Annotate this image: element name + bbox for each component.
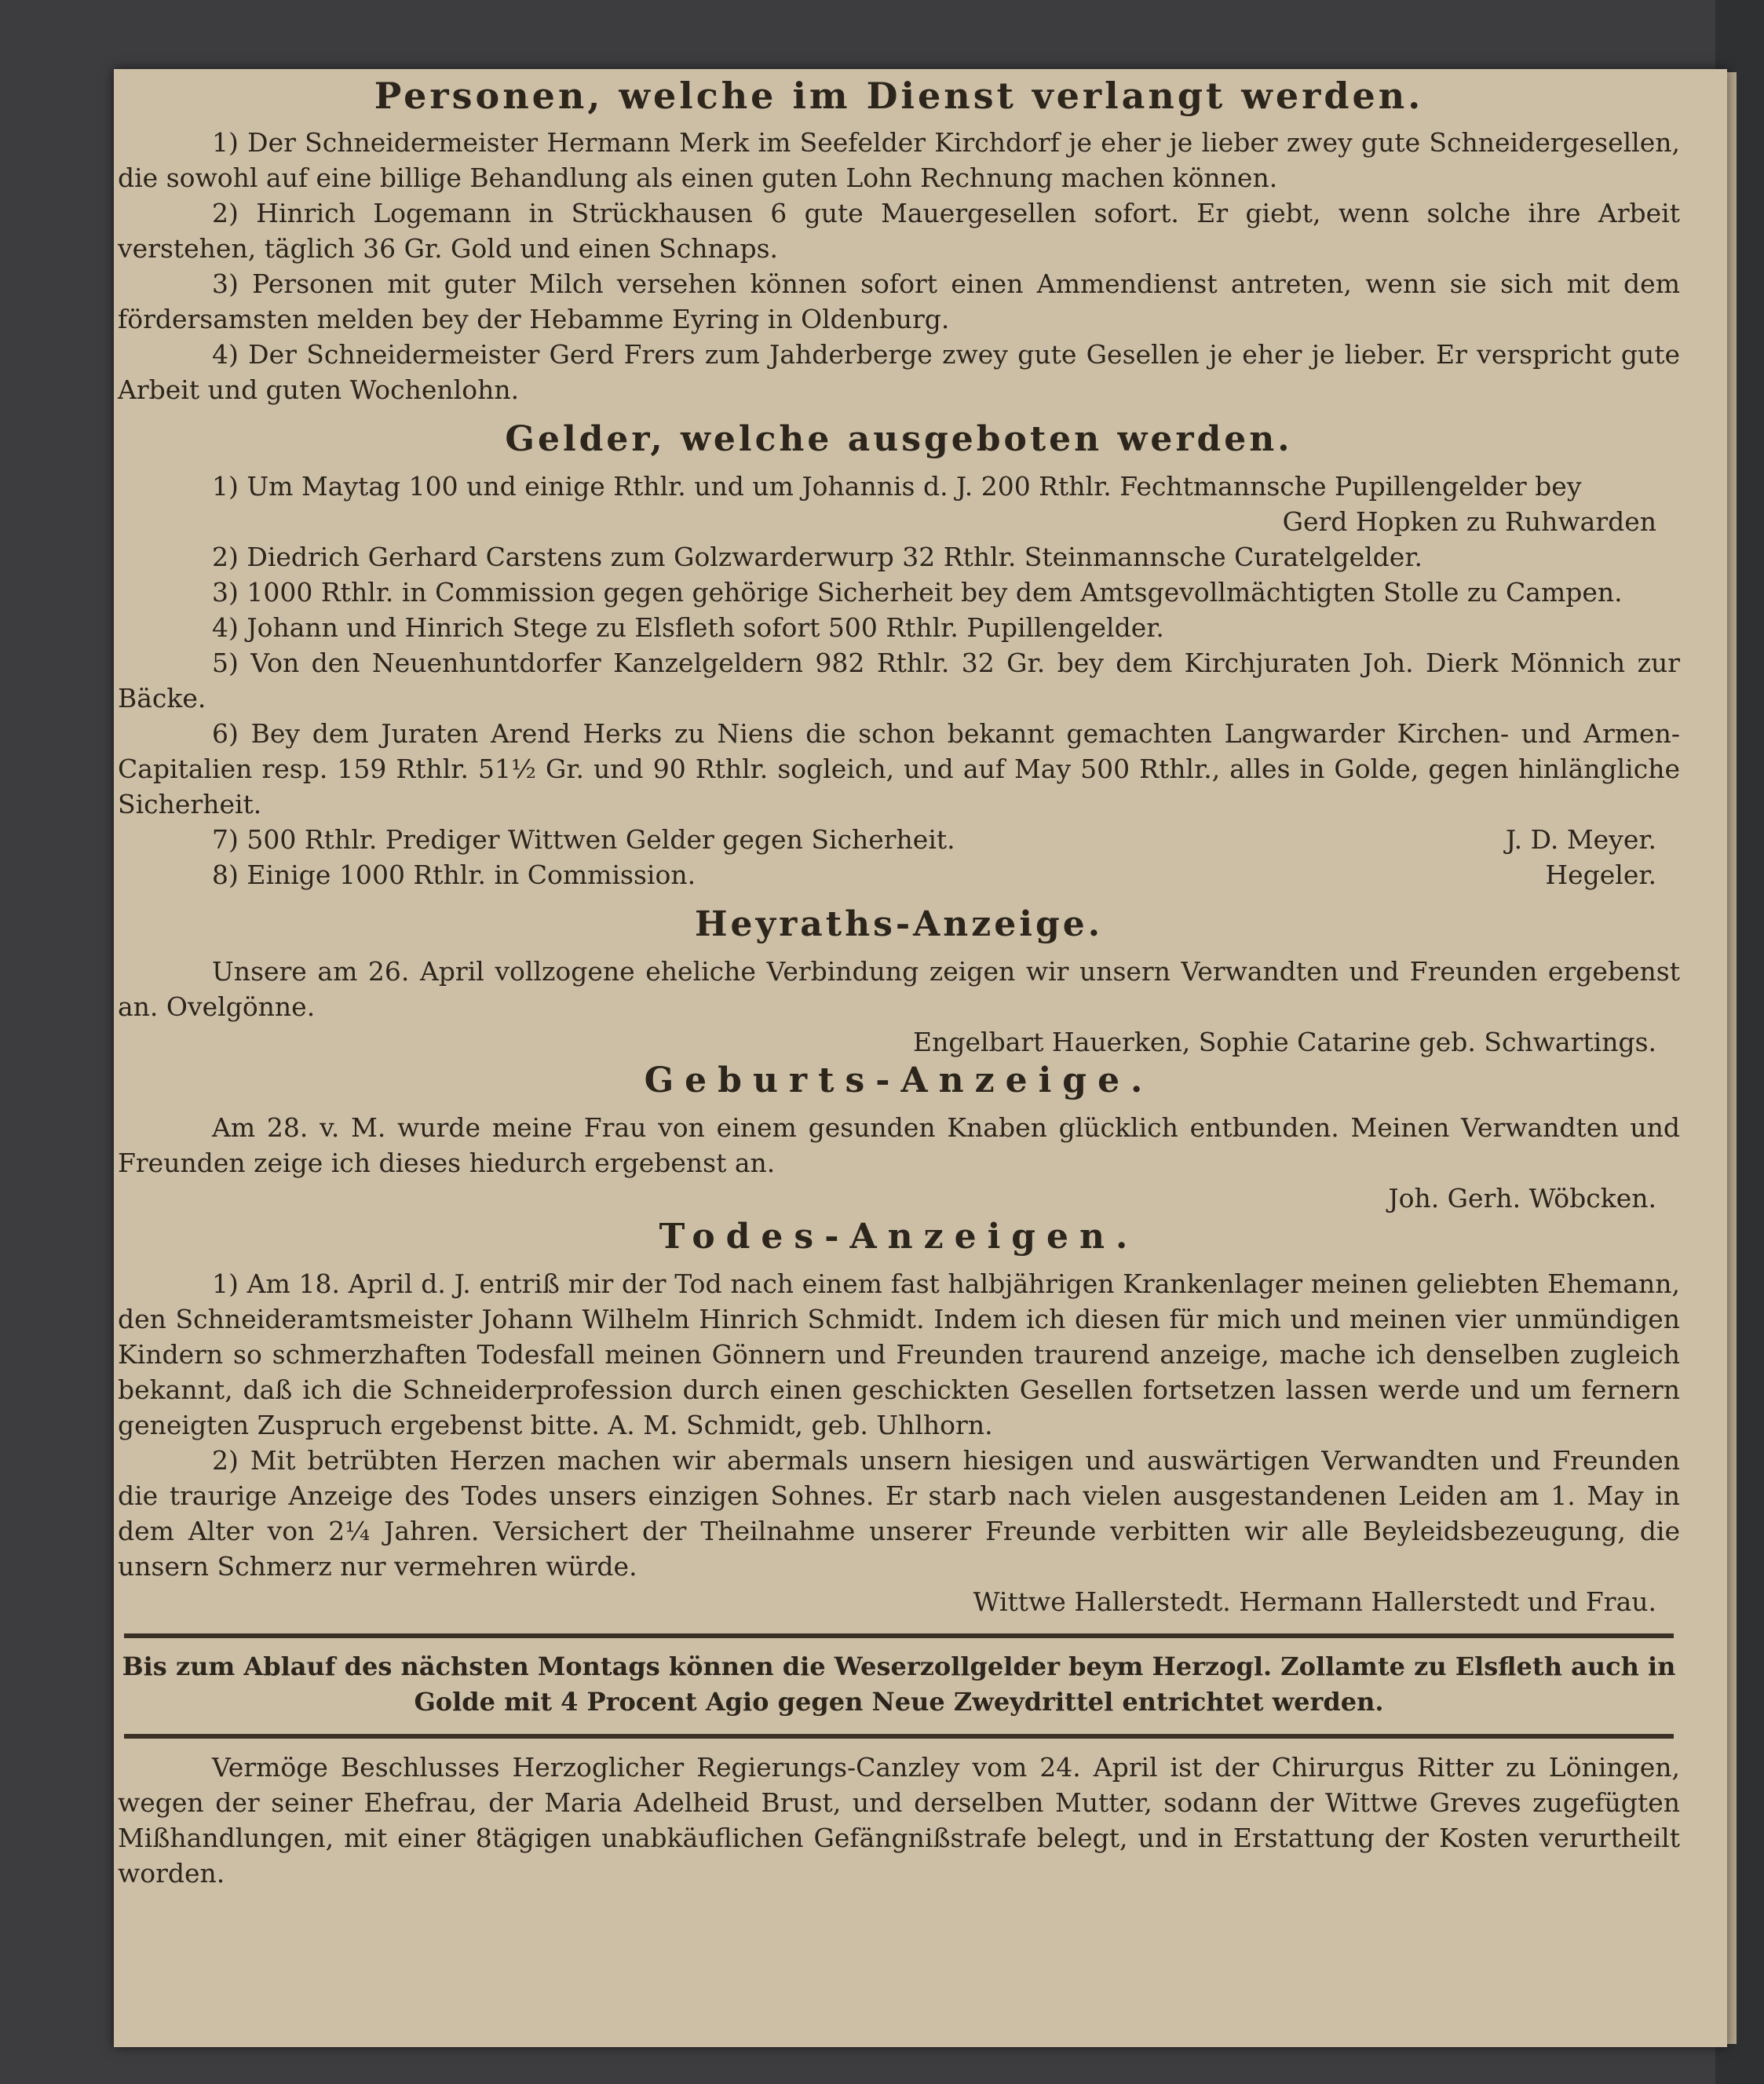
page-content [118, 75, 1680, 1891]
gelder-item-row [118, 857, 1680, 892]
heading-gelder: Gelder, welche ausgeboten werden. [505, 419, 1293, 459]
gelder-item: 7) 500 Rthlr. Prediger Wittwen Gelder gegen Sicherheit. [212, 824, 955, 855]
gelder-item: 8) Einige 1000 Rthlr. in Commission. [212, 860, 696, 890]
divider-rule [124, 1633, 1674, 1638]
gelder-item: 1) Um Maytag 100 und einige Rthlr. und um Johannis d. J. 200 Rthlr. Fechtmannsche Pupillengelder bey [212, 471, 1582, 502]
heading-todes: Todes-Anzeigen. [659, 1217, 1139, 1257]
heading-geburt: Geburts-Anzeige. [644, 1060, 1154, 1100]
gelder-item: 3) 1000 Rthlr. in Commission gegen gehörige Sicherheit bey dem Amtsgevollmächtigten Stolle zu Campen. [212, 577, 1623, 608]
gelder-item: 5) Von den Neuenhuntdorfer Kanzelgeldern 982 Rthlr. 32 Gr. bey dem Kirchjuraten Joh. Dierk Mönnich zur Bäcke. [118, 648, 1680, 714]
personen-item: 3) Personen mit guter Milch versehen können sofort einen Ammendienst antreten, wenn sie sich mit dem fördersamsten melden bey der Hebamme Eyring in Oldenburg. [118, 268, 1680, 334]
personen-item: 4) Der Schneidermeister Gerd Frers zum Jahderberge zwey gute Gesellen je eher je lieber. Er verspricht gute Arbeit und guten Wochenlohn. [118, 339, 1680, 405]
gelder-item-signature: Gerd Hopken zu Ruhwarden [1282, 506, 1656, 537]
zoll-notice: Bis zum Ablauf des nächsten Montags können die Weserzollgelder beym Herzogl. Zollamte zu Elsfleth auch in Golde mit 4 Procent Agio gegen Neue Zweydrittel entrichtet werden. [122, 1652, 1676, 1717]
heyrath-signature: Engelbart Hauerken, Sophie Catarine geb. Schwartings. [913, 1027, 1656, 1057]
gelder-item-signature: J. D. Meyer. [1505, 824, 1656, 855]
gelder-item-signature: Hegeler. [1545, 860, 1656, 890]
heading-personen: Personen, welche im Dienst verlangt werden. [374, 75, 1424, 117]
gelder-item: 4) Johann und Hinrich Stege zu Elsfleth sofort 500 Rthlr. Pupillengelder. [212, 612, 1164, 643]
personen-item: 1) Der Schneidermeister Hermann Merk im Seefelder Kirchdorf je eher je lieber zwey gute Schneidergesellen, die sowohl auf eine billige Behandlung als einen guten Lohn Rechnung machen können. [118, 127, 1680, 193]
gelder-item-row [118, 822, 1680, 857]
geburt-signature: Joh. Gerh. Wöbcken. [1388, 1183, 1656, 1214]
divider-rule [124, 1734, 1674, 1739]
gelder-item: 2) Diedrich Gerhard Carstens zum Golzwarderwurp 32 Rthlr. Steinmannsche Curatelgelder. [212, 542, 1423, 572]
geburt-text: Am 28. v. M. wurde meine Frau von einem gesunden Knaben glücklich entbunden. Meinen Verwandten und Freunden zeige ich dieses hiedurch ergebenst an. [118, 1112, 1680, 1178]
heading-heyrath: Heyraths-Anzeige. [694, 904, 1104, 944]
todes-signature: Wittwe Hallerstedt. Hermann Hallerstedt und Frau. [973, 1586, 1656, 1617]
todes-item: 1) Am 18. April d. J. entriß mir der Tod nach einem fast halbjährigen Krankenlager meinen geliebten Ehemann, den Schneideramtsmeister Johann Wilhelm Hinrich Schmidt. Indem ich diesen für mich und meinen vier unmündigen Kindern so schmerzhaften Todesfall meinen Gönnern und Freunden traurend anzeige, mache ich denselben zugleich bekannt, daß ich die Schneiderprofession durch einen geschickten Gesellen fortsetzen lassen werde und um fernern geneigten Zuspruch ergebenst bitte. A. M. Schmidt, geb. Uhlhorn. [118, 1268, 1680, 1440]
verdict-text: Vermöge Beschlusses Herzoglicher Regierungs-Canzley vom 24. April ist der Chirurgus Ritter zu Löningen, wegen der seiner Ehefrau, der Maria Adelheid Brust, und derselben Mutter, sodann der Wittwe Greves zugefügten Mißhandlungen, mit einer 8tägigen unabkäuflichen Gefängnißstrafe belegt, und in Erstattung der Kosten verurtheilt worden. [118, 1752, 1680, 1889]
todes-item: 2) Mit betrübten Herzen machen wir abermals unsern hiesigen und auswärtigen Verwandten und Freunden die traurige Anzeige des Todes unsers einzigen Sohnes. Er starb nach vielen ausgestandenen Leiden am 1. May in dem Alter von 2¼ Jahren. Versichert der Theilnahme unserer Freunde verbitten wir alle Beyleidsbezeugung, die unsern Schmerz nur vermehren würde. [118, 1445, 1680, 1582]
gelder-item: 6) Bey dem Juraten Arend Herks zu Niens die schon bekannt gemachten Langwarder Kirchen- und Armen-Capitalien resp. 159 Rthlr. 51½ Gr. und 90 Rthlr. sogleich, und auf May 500 Rthlr., alles in Golde, gegen hinlängliche Sicherheit. [118, 718, 1680, 819]
heyrath-text: Unsere am 26. April vollzogene eheliche Verbindung zeigen wir unsern Verwandten und Freunden ergebenst an. Ovelgönne. [118, 956, 1680, 1022]
personen-item: 2) Hinrich Logemann in Strückhausen 6 gute Mauergesellen sofort. Er giebt, wenn solche ihre Arbeit verstehen, täglich 36 Gr. Gold und einen Schnaps. [118, 198, 1680, 264]
